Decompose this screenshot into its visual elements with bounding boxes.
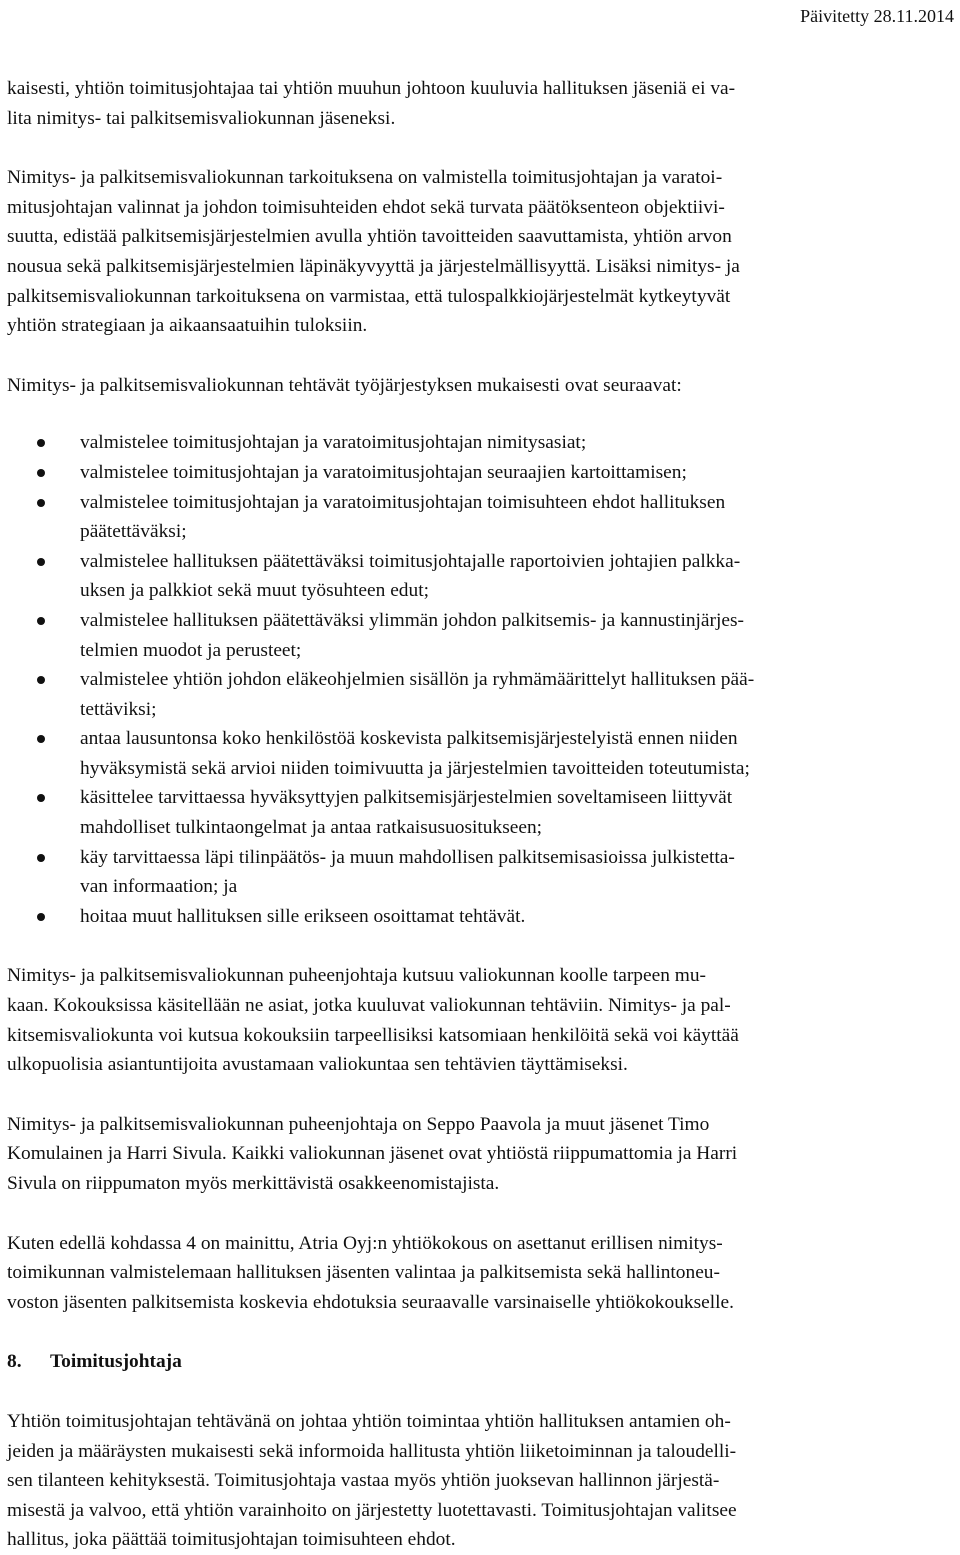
- bullet-icon: [37, 617, 45, 625]
- bullet-icon: [37, 854, 45, 862]
- list-item-text: valmistelee toimitusjohtajan ja varatoimitusjohtajan nimitysasiat;: [80, 432, 587, 454]
- list-item-text: käy tarvittaessa läpi tilinpäätös- ja muun mahdollisen palkitsemisasioissa julkistetta- van informaation; ja: [80, 846, 735, 898]
- list-item: [7, 458, 954, 488]
- section-title: Toimitusjohtaja: [50, 1351, 182, 1373]
- list-item-text: valmistelee hallituksen päätettäväksi toimitusjohtajalle raportoivien johtajien palkka- uksen ja palkkiot sekä muut työsuhteen edut;: [80, 550, 741, 602]
- paragraph-committee-members: Nimitys- ja palkitsemisvaliokunnan puheenjohtaja on Seppo Paavola ja muut jäsenet Timo Komulainen ja Harri Sivula. Kaikki valiokunnan jäsenet ovat yhtiöstä riippumattomia ja Harri Sivula on riippumaton myös merkittävistä osakkeenomistajista.: [7, 1113, 738, 1194]
- list-item-text: valmistelee hallituksen päätettäväksi ylimmän johdon palkitsemis- ja kannustinjärjes- telmien muodot ja perusteet;: [80, 609, 744, 661]
- list-item: [7, 843, 954, 902]
- list-item: [7, 547, 954, 606]
- paragraph-committee-duties-intro: Nimitys- ja palkitsemisvaliokunnan tehtävät työjärjestyksen mukaisesti ovat seuraavat:: [7, 374, 682, 396]
- list-item: [7, 902, 954, 932]
- paragraph-nomination-board: Kuten edellä kohdassa 4 on mainittu, Atria Oyj:n yhtiökokous on asettanut erillisen nimitys- toimikunnan valmistelemaan hallituksen jäsenten valintaa ja palkitsemista sekä hallintoneu- voston jäsenten palkitsemista koskevia ehdotuksia seuraavalle varsinaiselle yhtiökokoukselle.: [7, 1232, 734, 1313]
- list-item-text: valmistelee toimitusjohtajan ja varatoimitusjohtajan toimisuhteen ehdot hallituksen päätettäväksi;: [80, 491, 726, 543]
- list-item-text: käsittelee tarvittaessa hyväksyttyjen palkitsemisjärjestelmien soveltamiseen liittyvät mahdolliset tulkintaongelmat ja antaa ratkaisusuositukseen;: [80, 787, 733, 839]
- list-item: [7, 724, 954, 783]
- document-body: [7, 74, 954, 1555]
- bullet-icon: [37, 676, 45, 684]
- page-header-updated-date: Päivitetty 28.11.2014: [800, 6, 954, 26]
- list-item-text: hoitaa muut hallituksen sille erikseen osoittamat tehtävät.: [80, 905, 526, 927]
- bullet-icon: [37, 558, 45, 566]
- bullet-icon: [37, 469, 45, 477]
- section-number: 8.: [7, 1351, 22, 1373]
- list-item: [7, 783, 954, 842]
- list-item: [7, 488, 954, 547]
- list-item: [7, 665, 954, 724]
- bullet-icon: [37, 913, 45, 921]
- bullet-icon: [37, 499, 45, 507]
- list-item-text: valmistelee yhtiön johdon eläkeohjelmien sisällön ja ryhmämäärittelyt hallituksen pää- tettäviksi;: [80, 669, 755, 720]
- section-heading: [7, 1347, 954, 1377]
- list-item-text: valmistelee toimitusjohtajan ja varatoimitusjohtajan seuraajien kartoittamisen;: [80, 461, 687, 483]
- list-item-text: antaa lausuntonsa koko henkilöstöä koskevista palkitsemisjärjestelyistä ennen niiden hyväksymistä sekä arvioi niiden toimivuutta ja järjestelmien tavoitteiden toteutumista;: [80, 728, 750, 779]
- bullet-icon: [37, 439, 45, 447]
- paragraph-ceo-duties: Yhtiön toimitusjohtajan tehtävänä on johtaa yhtiön toimintaa yhtiön hallituksen antamien oh- jeiden ja määräysten mukaisesti sekä informoida hallitusta yhtiön liiketoiminnan ja taloudelli- sen tilanteen kehityksestä. Toimitusjohtaja vastaa myös yhtiön juoksevan hallinnon järjestä- misestä ja valvoo, että yhtiön varainhoito on järjestetty luotettavasti. Toimitusjohtajan valitsee hallitus, joka päättää toimitusjohtajan toimisuhteen ehdot.: [7, 1410, 737, 1551]
- paragraph-committee-meetings: Nimitys- ja palkitsemisvaliokunnan puheenjohtaja kutsuu valiokunnan koolle tarpeen mu- kaan. Kokouksissa käsitellään ne asiat, jotka kuuluvat valiokunnan tehtäviin. Nimitys- ja pal- kitsemisvaliokunta voi kutsua kokouksiin tarpeellisiksi katsomiaan henkilöitä sekä voi käyttää ulkopuolisia asiantuntijoita avustamaan valiokuntaa sen tehtävien täyttämiseksi.: [7, 965, 739, 1076]
- committee-duties-list: [7, 428, 954, 931]
- paragraph-committee-purpose: Nimitys- ja palkitsemisvaliokunnan tarkoituksena on valmistella toimitusjohtajan ja varatoi- mitusjohtajan valinnat ja johdon toimisuhteiden ehdot sekä turvata päätöksenteon objektiivi- suutta, edistää palkitsemisjärjestelmien avulla yhtiön tavoitteiden saavuttamista, yhtiön arvon nousua sekä palkitsemisjärjestelmien läpinäkyvyyttä ja järjestelmällisyyttä. Lisäksi nimitys- ja palkitsemisvaliokunnan tarkoituksena on varmistaa, että tulospalkkiojärjestelmät kytkeytyvät yhtiön strategiaan ja aikaansaatuihin tuloksiin.: [7, 167, 740, 337]
- bullet-icon: [37, 794, 45, 802]
- paragraph-committee-membership: kaisesti, yhtiön toimitusjohtajaa tai yhtiön muuhun johtoon kuuluvia hallituksen jäseniä ei va- lita nimitys- tai palkitsemisvaliokunnan jäseneksi.: [7, 78, 736, 129]
- bullet-icon: [37, 735, 45, 743]
- list-item: [7, 606, 954, 665]
- list-item: [7, 428, 954, 458]
